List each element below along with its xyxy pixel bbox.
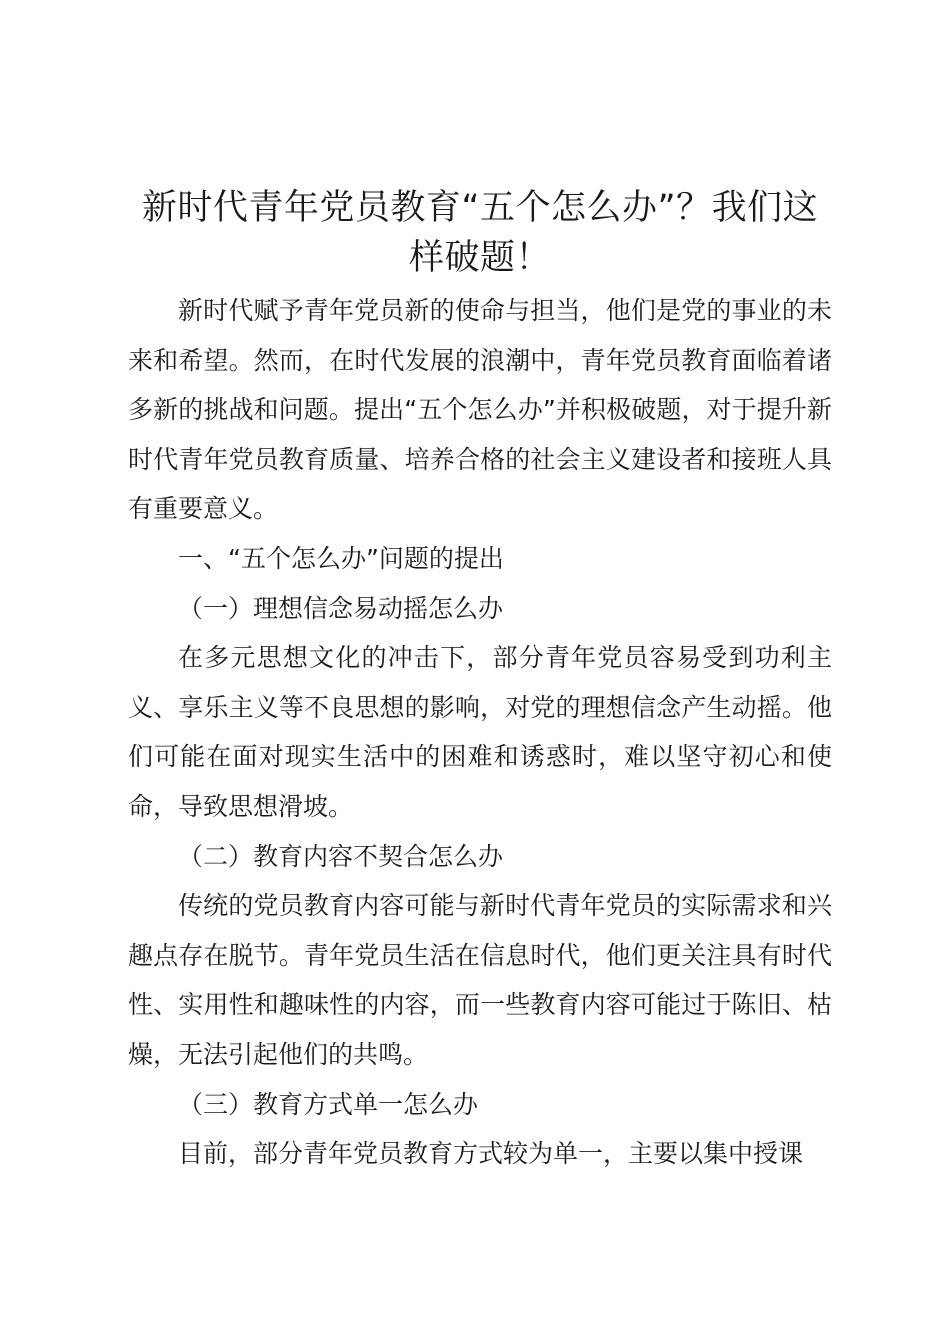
document-body <box>128 183 832 1179</box>
subsection-heading-2: （二）教育内容不契合怎么办 <box>178 841 504 871</box>
subsection-heading-3: （三）教育方式单一怎么办 <box>178 1089 479 1119</box>
subsection-paragraph-3: 目前，部分青年党员教育方式较为单一，主要以集中授课 <box>178 1139 804 1169</box>
document-title: 新时代青年党员教育“五个怎么办”？我们这样破题！ <box>141 188 819 278</box>
subsection-heading-1: （一）理想信念易动摇怎么办 <box>178 593 504 623</box>
section-heading: 一、“五个怎么办”问题的提出 <box>178 543 504 573</box>
subsection-paragraph-1: 在多元思想文化的冲击下，部分青年党员容易受到功利主义、享乐主义等不良思想的影响，对党的理想信念产生动摇。他们可能在面对现实生活中的困难和诱惑时，难以坚守初心和使命，导致思想滑坡。 <box>128 643 832 821</box>
subsection-paragraph-2: 传统的党员教育内容可能与新时代青年党员的实际需求和兴趣点存在脱节。青年党员生活在信息时代，他们更关注具有时代性、实用性和趣味性的内容，而一些教育内容可能过于陈旧、枯燥，无法引起他们的共鸣。 <box>128 891 832 1069</box>
intro-paragraph: 新时代赋予青年党员新的使命与担当，他们是党的事业的未来和希望。然而，在时代发展的浪潮中，青年党员教育面临着诸多新的挑战和问题。提出“五个怎么办”并积极破题，对于提升新时代青年党员教育质量、培养合格的社会主义建设者和接班人具有重要意义。 <box>128 296 832 524</box>
